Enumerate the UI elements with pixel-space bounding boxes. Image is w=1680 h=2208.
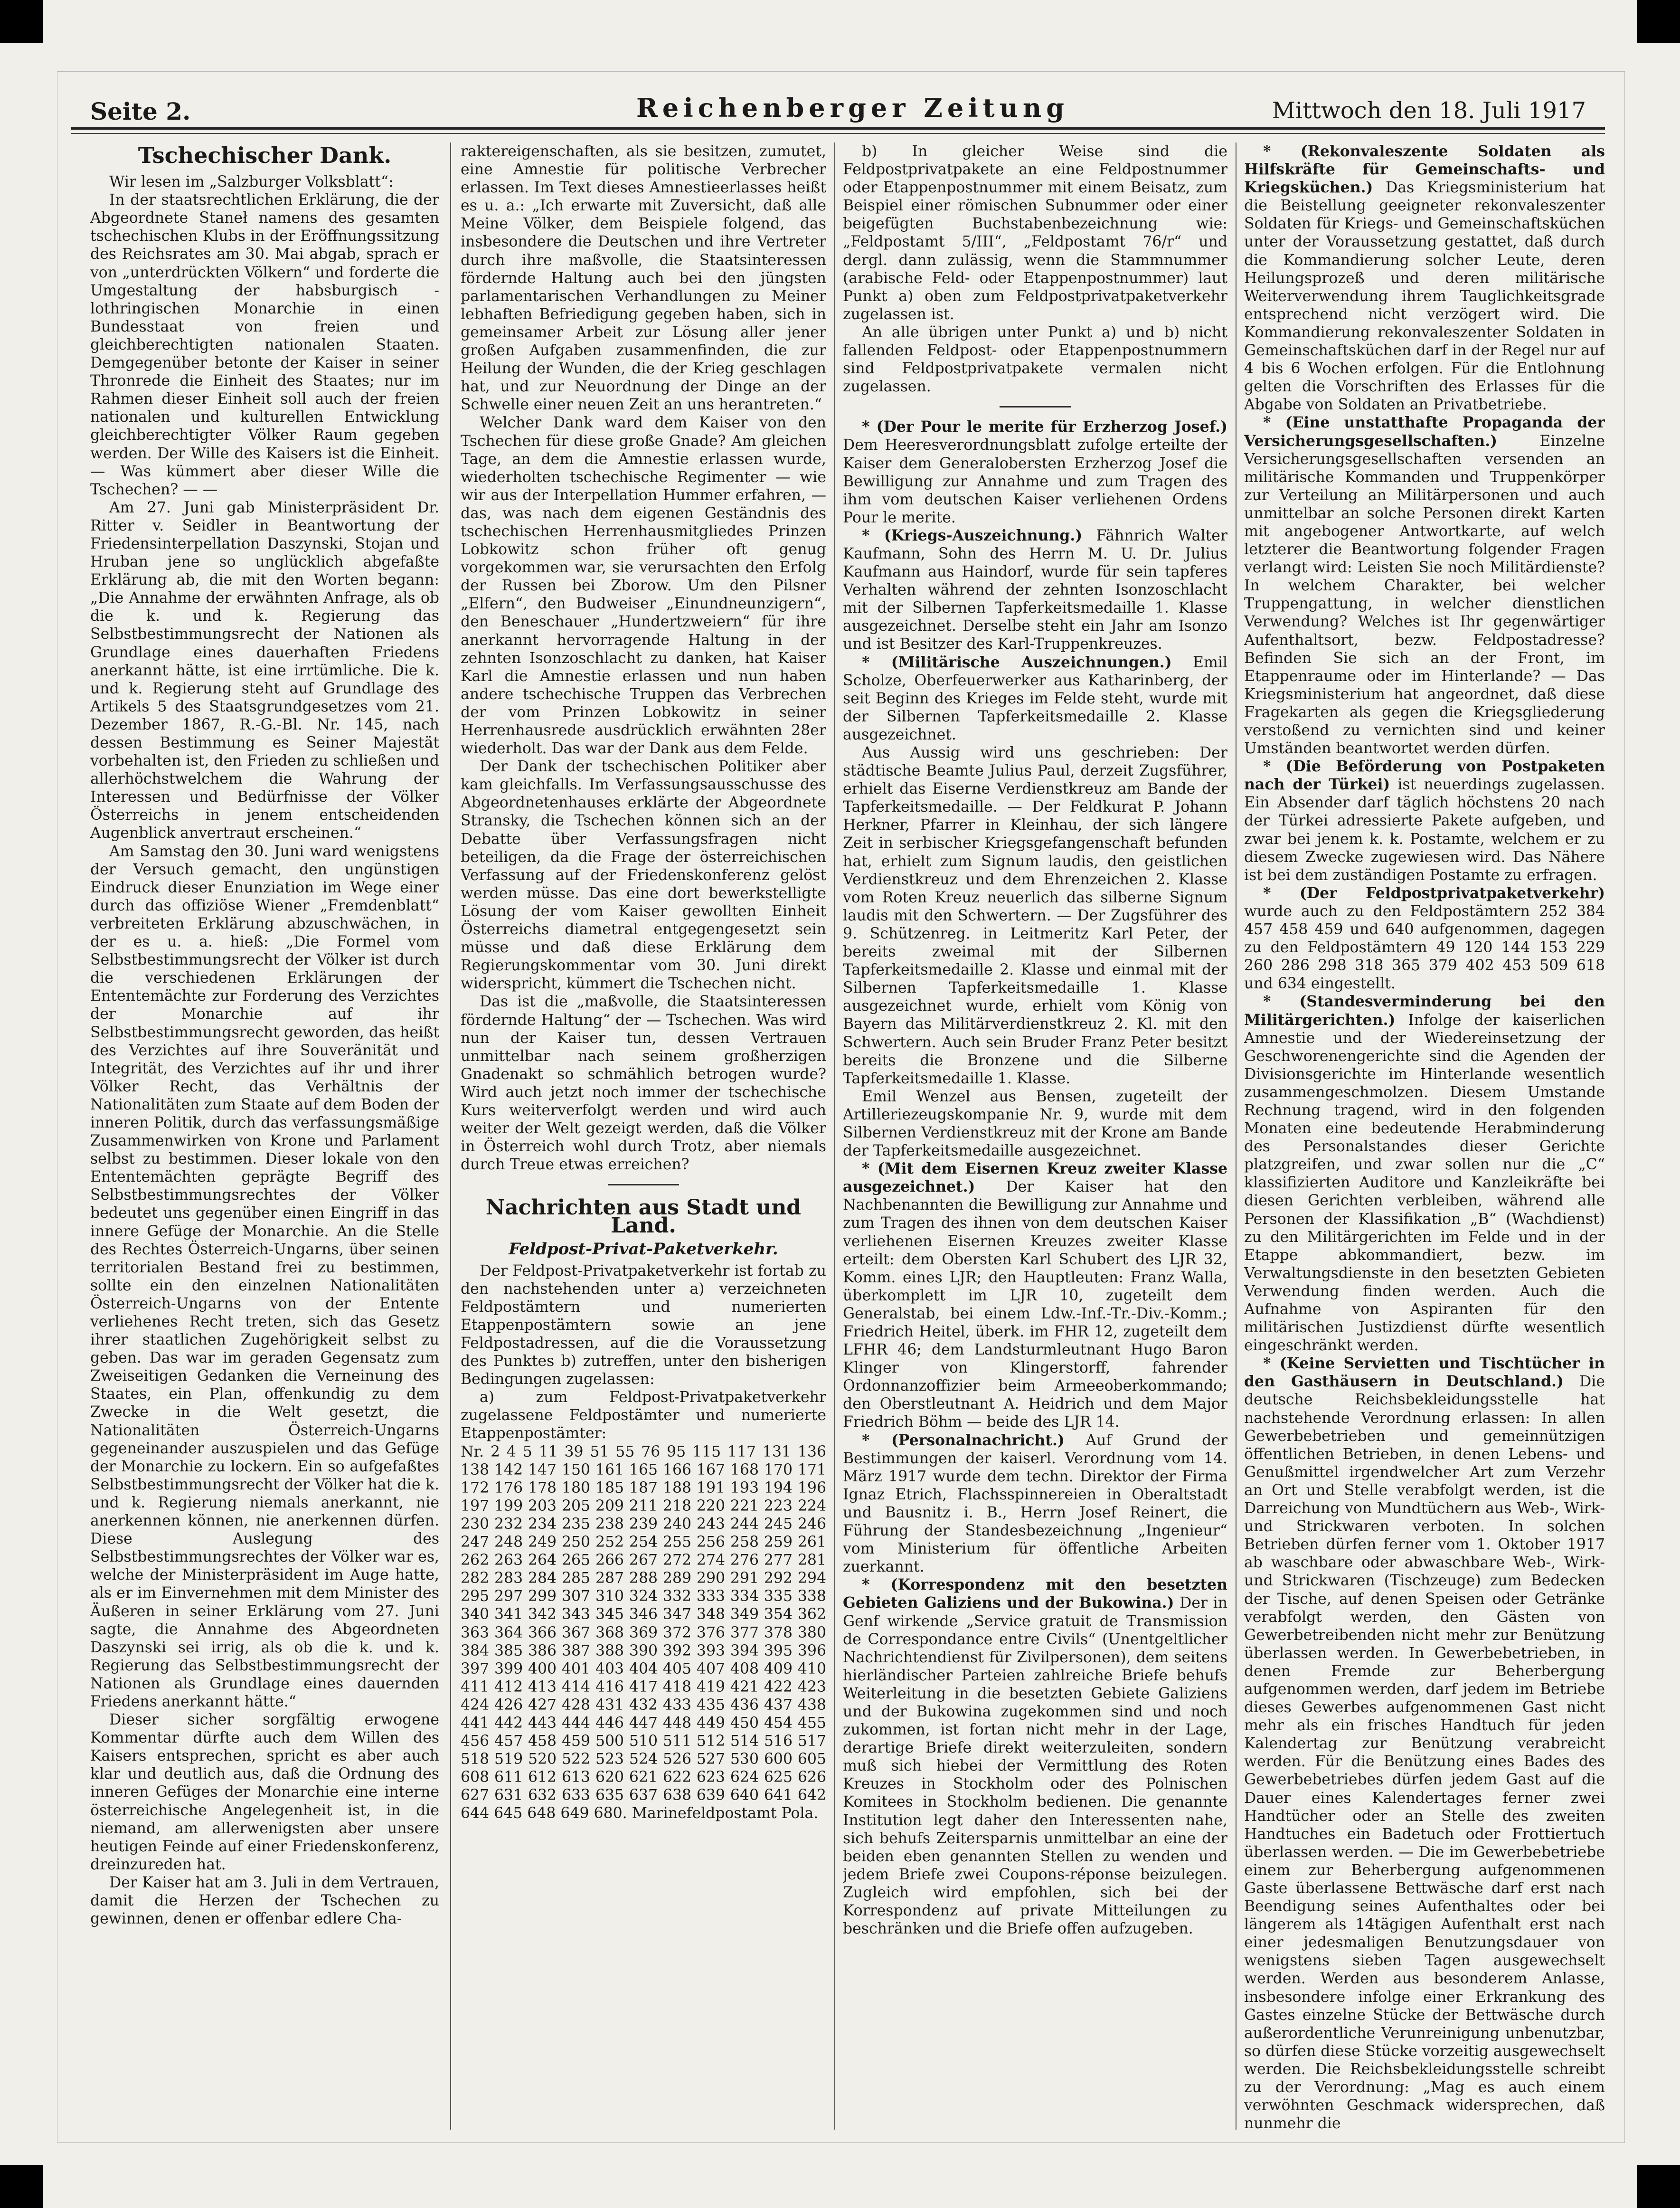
paragraph: Der Dank der tschechischen Politiker aber kam gleichfalls. Im Verfassungsausschusse des Abgeordnetenhauses erklärte der Abgeordnete Stransky, die Tschechen können sich an der Debatte über Verfassungsfragen nicht beteiligen, da die Frage der österreichischen Verfassung auf der Friedenskonferenz gelöst werden müsse. Das eine dort bewerkstelligte Lösung der vom Kaiser gewollten Einheit Österreichs diametral entgegengesetzt sein müsse und daß diese Erklärung dem Regierungskommentar vom 30. Juni direkt widerspricht, kümmert die Tschechen nicht. bbox=[461, 758, 826, 993]
paragraph: Welcher Dank ward dem Kaiser von den Tschechen für diese große Gnade? Am gleichen Tage, an dem die Amnestie erlassen wurde, wiederholten tschechische Regimenter — wie wir aus der Interpellation Hummer erfahren, — das, was nach dem eigenen Geständnis des tschechischen Herrenhausmitgliedes Prinzen Lobkowitz schon früher oft genug vorgekommen war, sie verursachten den Erfolg der Russen bei Zborow. Um den Pilsner „Elfern“, den Budweiser „Einundneunzigern“, den Beneschauer „Hundertzweiern“ für ihre anerkannt hervorragende Haltung in der zehnten Isonzoschlacht zu danken, hat Kaiser Karl die Amnestie erlassen und nun haben andere tschechische Truppen das Verbrechen der vom Prinzen Lobkowitz in seiner Herrenhausrede ausdrücklich erwähnten 28er wiederholt. Das war der Dank aus dem Felde. bbox=[461, 414, 826, 758]
paragraph: Am Samstag den 30. Juni ward wenigstens der Versuch gemacht, den ungünstigen Eindruck dieser Enunziation im Wege einer durch das offiziöse Wiener „Fremdenblatt“ verbreiteten Erklärung abzuschwächen, in der es u. a. hieß: „Die Formel vom Selbstbestimmungsrecht der Völker ist durch die verschiedenen Erklärungen der Ententemächte zur Forderung des Verzichtes der Monarchie auf ihr Selbstbestimmungsrecht geworden, das heißt des Verzichtes auf ihre Souveränität und Integrität, des Verzichtes auf ihr und ihrer Völker Recht, das Verhältnis der Nationalitäten zum Staate auf dem Boden der inneren Politik, durch das verfassungsmäßige Zusammenwirken von Krone und Parlament selbst zu bestimmen. Dieser lokale von den Ententemächten geprägte Begriff des Selbstbestimmungsrechtes der Völker bedeutet uns gegenüber einen Eingriff in das innere Gefüge der Monarchie. An die Stelle des Rechtes Österreich-Ungarns, über seinen territorialen Bestand frei zu bestimmen, sollte ein den einzelnen Nationalitäten Österreich-Ungarns von der Entente verliehenes Recht treten, sich das Gesetz ihrer staatlichen Zugehörigkeit selbst zu geben. Das war im geraden Gegensatz zum Zweiseitigen Gedanken die Verneinung des Staates, ein Plan, offenkundig zu dem Zwecke in die Welt gesetzt, die Nationalitäten Österreich-Ungarns gegeneinander auszuspielen und das Gefüge der Monarchie zu lockern. Ein so aufgefaßtes Selbstbestimmungsrecht der Völker hat die k. und k. Regierung niemals anerkannt, nie anerkennen können, nie anerkennen dürfen. Diese Auslegung des Selbstbestimmungsrechtes der Völker war es, welche der Ministerpräsident im Auge hatte, als er im Einvernehmen mit dem Minister des Äußeren in seiner Erklärung vom 27. Juni sagte, die Annahme des Abgeordneten Daszynski sei irrig, als ob die k. und k. Regierung das Selbstbestimmungsrecht der Nationen als Grundlage eines dauernden Friedens anerkannt hätte.“ bbox=[90, 843, 439, 1710]
news-item-heading: * (Standesverminderung bei den Militärgerichten.) bbox=[1244, 993, 1605, 1029]
news-item-heading: * (Keine Servietten und Tischtücher in den Gasthäusern in Deutschland.) bbox=[1244, 1355, 1605, 1391]
news-item-heading: * (Mit dem Eisernen Kreuz zweiter Klasse ausgezeichnet.) bbox=[843, 1160, 1227, 1196]
news-item bbox=[1244, 414, 1605, 758]
news-item-heading: * (Eine unstatthafte Propaganda der Versicherungsgesellschaften.) bbox=[1244, 414, 1605, 450]
news-item-text: ist neuerdings zugelassen. Ein Absender darf täglich höchstens 20 nach der Türkei adressierte Pakete aufgeben, und zwar bei jenem k. k. Postamte, welchem er zu diesem Zwecke zugewiesen wird. Das Nähere ist bei dem zuständigen Postamte zu erfragen. bbox=[1244, 776, 1605, 884]
column-3 bbox=[843, 142, 1227, 2132]
news-item bbox=[1244, 884, 1605, 993]
paragraph: raktereigenschaften, als sie besitzen, zumutet, eine Amnestie für politische Verbrecher erlassen. Im Text dieses Amnestieerlasses heißt es u. a.: „Ich erwarte mit Zuversicht, daß alle Meine Völker, dem Beispiele folgend, das insbesondere die Deutschen und ihre Vertreter durch ihre maßvolle, die Staatsinteressen fördernde Haltung auch bei den jüngsten parlamentarischen Verhandlungen zu Meiner lebhaften Befriedigung gegeben haben, sich in gemeinsamer Arbeit zur Lösung aller jener großen Aufgaben zusammenfinden, die zur Heilung der Wunden, die der Krieg geschlagen hat, und zur Neuordnung der Dinge an der Schwelle einer neuen Zeit an uns herantreten.“ bbox=[461, 143, 826, 414]
news-item bbox=[843, 1576, 1227, 1938]
news-item bbox=[1244, 758, 1605, 884]
scan-corner-mark bbox=[1637, 0, 1680, 43]
paragraph: An alle übrigen unter Punkt a) und b) nicht fallenden Feldpost- oder Etappenpostnummern sind Feldpostprivatpakete vermalen nicht zugelassen. bbox=[843, 323, 1227, 396]
masthead-rule-thin bbox=[71, 133, 1605, 134]
article-heading: Tschechischer Dank. bbox=[138, 142, 392, 168]
news-item-text: Das Kriegsministerium hat die Beistellung geeigneter rekonvaleszenter Soldaten für Kriegs- und Gemeinschaftsküchen unter der Voraussetzung gestattet, daß durch die Kommandierung solcher Leute, deren Heilungsprozeß und deren militärische Weiterverwendung ihrem Tauglichkeitsgrade entsprechend nicht verzögert wird. Die Kommandierung rekonvaleszenter Soldaten in Gemeinschaftsküchen darf in der Regel nur auf 4 bis 6 Wochen erfolgen. Für die Entlohnung gelten die Vorschriften des Erlasses für die Abgabe von Soldaten an Privatbetriebe. bbox=[1244, 179, 1605, 414]
section-separator bbox=[1000, 406, 1071, 407]
news-item-text: Dem Heeresverordnungsblatt zufolge erteilte der Kaiser dem Generalobersten Erzherzog Josef die Bewilligung zur Annahme und zum Tragen des ihm vom deutschen Kaiser verliehenen Ordens Pour le merite. bbox=[843, 436, 1227, 526]
paragraph: Am 27. Juni gab Ministerpräsident Dr. Ritter v. Seidler in Beantwortung der Friedensinterpellation Daszynski, Stojan und Hruban jene so unglücklich abgefaßte Erklärung ab, die mit den Worten begann: „Die Annahme der erwähnten Anfrage, als ob die k. und k. Regierung das Selbstbestimmungsrecht der Nationen als Grundlage eines dauerhaften Friedens anerkannt hätte, ist eine irrtümliche. Die k. und k. Regierung steht auf Grundlage des Artikels 5 des Staatsgrundgesetzes vom 21. Dezember 1867, R.-G.-Bl. Nr. 145, nach dessen Bestimmung es Seiner Majestät vorbehalten ist, den Frieden zu schließen und allerhöchstwelchem die Wahrung der Interessen und Bedürfnisse der Völker Österreichs in jenem entscheidenden Augenblick anvertraut erscheinen.“ bbox=[90, 499, 439, 842]
paragraph: Aus Aussig wird uns geschrieben: Der städtische Beamte Julius Paul, derzeit Zugsführer, erhielt das Eiserne Verdienstkreuz am Bande der Tapferkeitsmedaille. — Der Feldkurat P. Johann Herkner, Pfarrer in Kleinhau, der sich längere Zeit in serbischer Kriegsgefangenschaft befunden hat, erhielt zum Signum laudis, den geistlichen Verdienstkreuz und dem Ehrenzeichen 2. Klasse vom Roten Kreuz neuerlich das silberne Signum laudis mit den Schwertern. — Der Zugsführer des 9. Schützenreg. in Leitmeritz Karl Peter, der bereits zweimal mit der Silbernen Tapferkeitsmedaille 2. Klasse und einmal mit der Silbernen Tapferkeitsmedaille 1. Klasse ausgezeichnet wurde, erhielt vom König von Bayern das Militärverdienstkreuz 2. Kl. mit den Schwertern. Auch sein Bruder Franz Peter besitzt bereits die Bronzene und die Silberne Tapferkeitsmedaille 1. Klasse. bbox=[843, 744, 1227, 1087]
news-item-text: Auf Grund der Bestimmungen der kaiserl. Verordnung vom 14. März 1917 wurde dem techn. Direktor der Firma Ignaz Etrich, Flachsspinnereien in Oberaltstadt und Bausnitz i. B., Herrn Josef Reinert, die Führung der Standesbezeichnung „Ingenieur“ vom Ministerium für öffentliche Arbeiten zuerkannt. bbox=[843, 1431, 1227, 1576]
news-item-heading: * (Korrespondenz mit den besetzten Gebieten Galiziens und der Bukowina.) bbox=[843, 1576, 1227, 1612]
column-1 bbox=[90, 142, 439, 2132]
paragraph: Der Kaiser hat am 3. Juli in dem Vertrauen, damit die Herzen der Tschechen zu gewinnen, denen er offenbar edlere Cha- bbox=[90, 1874, 439, 1928]
paragraph: a) zum Feldpost-Privatpaketverkehr zugelassene Feldpostämter und numerierte Etappenpostämter: bbox=[461, 1389, 826, 1442]
paragraph: b) In gleicher Weise sind die Feldpostprivatpakete an eine Feldpostnummer oder Etappenpostnummer mit einem Beisatz, zum Beispiel einer römischen Subnummer oder einer beigefügten Buchstabenbezeichnung wie: „Feldpostamt 5/III“, „Feldpostamt 76/r“ und dergl. dann zulässig, wenn die Stammnummer (arabische Feld- oder Etappenpostnummer) laut Punkt a) oben zum Feldpostprivatpaketverkehr zugelassen ist. bbox=[843, 143, 1227, 323]
news-item-heading: * (Kriegs-Auszeichnung.) bbox=[862, 526, 1083, 544]
news-item-text: Einzelne Versicherungsgesellschaften versenden an militärische Kommanden und Truppenkörper zur Verteilung an Militärpersonen und auch unmittelbar an solche Personen direkt Karten mit angebogener Antwortkarte, auf welch letzterer die Beantwortung folgender Fragen verlangt wird: Leisten Sie noch Militärdienste? In welchem Charakter, bei welcher Truppengattung, in welcher dienstlichen Verwendung? Welches ist Ihr gegenwärtiger Aufenthaltsort, bezw. Feldpostadresse? Befinden Sie sich an der Front, im Etappenraume oder im Hinterlande? — Das Kriegsministerium hat angeordnet, daß diese Fragekarten als gegen die Kriegsgliederung verstoßend zu vernichten sind und keiner Umständen beantwortet werden dürfen. bbox=[1244, 432, 1605, 758]
news-item-heading: * (Der Pour le merite für Erzherzog Josef.) bbox=[862, 418, 1227, 436]
news-item bbox=[1244, 142, 1605, 414]
column-4 bbox=[1244, 142, 1605, 2132]
issue-date: Mittwoch den 18. Juli 1917 bbox=[1272, 97, 1586, 124]
postal-number-list: Nr. 2 4 5 11 39 51 55 76 95 115 117 131 136 138 142 147 150 161 165 166 167 168 170 171 172 176 178 180 185 187 188 191 193 194 196 197 199 203 205 209 211 218 220 221 223 224 230 232 234 235 238 239 240 243 244 245 246 247 248 249 250 252 254 255 256 258 259 261 262 263 264 265 266 267 272 274 276 277 281 282 283 284 285 287 288 289 290 291 292 294 295 297 299 307 310 324 332 333 334 335 338 340 341 342 343 345 346 347 348 349 354 362 363 364 366 367 368 369 372 376 377 378 380 384 385 386 387 388 390 392 393 394 395 396 397 399 400 401 403 404 405 407 408 409 410 411 412 413 414 416 417 418 419 421 422 423 424 426 427 428 431 432 433 435 436 437 438 441 442 443 444 446 447 448 449 450 454 455 456 457 458 459 500 510 511 512 514 516 517 518 519 520 522 523 524 526 527 530 600 605 608 611 612 613 620 621 622 623 624 625 626 627 631 632 633 635 637 638 639 640 641 642 644 645 648 649 680. Marinefeldpostamt Pola. bbox=[461, 1443, 826, 1822]
news-item-text: Die deutsche Reichsbekleidungsstelle hat nachstehende Verordnung erlassen: In allen Gewerbebetrieben und gemeinnützigen öffentlichen Betrieben, in denen Lebens- und Genußmittel irgendwelcher Art zum Verzehr an Ort und Stelle verabfolgt werden, ist die Darreichung von Mundtüchern aus Web-, Wirk- und Strickwaren verboten. In solchen Betrieben dürfen ferner vom 1. Oktober 1917 ab waschbare oder abwaschbare Web-, Wirk- und Strickwaren (Tischzeuge) zum Bedecken der Tische, auf denen Speisen oder Getränke verabfolgt werden, den Gästen von Gewerbetreibenden nicht mehr zur Benützung überlassen werden. In Gewerbebetrieben, in denen Fremde zur Beherbergung aufgenommen werden, darf jedem im Betriebe dieses Gewerbes aufgenommenen Gast nicht mehr als ein frisches Handtuch für jeden Kalendertag zur Benützung verabreicht werden. Für die Benützung eines Bades des Gewerbebetriebes dürfen jedem Gast auf die Dauer eines Kalendertages ferner zwei Handtücher oder an Stelle des zweiten Handtuches ein Badetuch oder Frottiertuch überlassen werden. — Die im Gewerbebetriebe einem zur Beherbergung aufgenommenen Gaste überlassene Bettwäsche darf erst nach Beendigung seines Aufenthaltes oder bei längerem als 14tägigen Aufenthalt erst nach einer jedesmaligen Benutzungsdauer von wenigstens sieben Tagen ausgewechselt werden. Werden aus besonderem Anlasse, insbesondere infolge einer Erkrankung des Gastes einzelne Stücke der Bettwäsche durch außerordentliche Verunreinigung unbenutzbar, so dürfen diese Stücke vorzeitig ausgewechselt werden. Die Reichsbekleidungsstelle schreibt zu der Verordnung: „Mag es auch einem verwöhnten Geschmack widersprechen, daß nunmehr die bbox=[1244, 1373, 1605, 2132]
news-item bbox=[843, 1431, 1227, 1576]
news-item-text: Infolge der kaiserlichen Amnestie und der Wiedereinsetzung der Geschworenengerichte sind die Agenden der Divisionsgerichte im Hinterlande wesentlich zusammengeschmolzen. Diesem Umstande Rechnung tragend, wird in den folgenden Monaten eine bedeutende Herabminderung des Personalstandes dieser Gerichte platzgreifen, und zwar sollen nur die „C“ klassifizierten Auditore und Kanzleikräfte bei diesen Gerichten verbleiben, während alle Personen der Klassifikation „B“ (Wachdienst) zu den Militärgerichten im Felde und in der Etappe abkommandiert, bezw. im Verwaltungsdienste in den besetzten Gebieten Verwendung finden werden. Auch die Aufnahme von Aspiranten für den militärischen Justizdienst dürfte wesentlich eingeschränkt werden. bbox=[1244, 1011, 1605, 1355]
news-item-heading: * (Rekonvaleszente Soldaten als Hilfskräfte für Gemeinschafts- und Kriegsküchen.) bbox=[1244, 142, 1605, 197]
news-item bbox=[843, 418, 1227, 527]
news-item bbox=[843, 654, 1227, 744]
news-item bbox=[843, 1160, 1227, 1431]
scan-corner-mark bbox=[0, 2165, 43, 2208]
paragraph: Das ist die „maßvolle, die Staatsinteressen fördernde Haltung“ der — Tschechen. Was wird nun der Kaiser tun, dessen Vertrauen unmittelbar nach seinem großherzigen Gnadenakt so schmählich betrogen wurde? Wird auch jetzt noch immer der tschechische Kurs weiterverfolgt werden und wird auch weiter der Welt gezeigt werden, daß die Völker in Österreich wohl durch Trotz, aber niemals durch Treue etwas erreichen? bbox=[461, 993, 826, 1174]
column-divider bbox=[834, 142, 835, 2130]
news-item-heading: * (Militärische Auszeichnungen.) bbox=[862, 653, 1172, 671]
news-item-text: Der in Genf wirkende „Service gratuit de Transmission de Correspondance entre Civils“ (Unentgeltlicher Nachrichtendienst für Zivilpersonen), dem seitens hierländischer Parteien zahlreiche Briefe behufs Weiterleitung in die besetzten Gebiete Galiziens und der Bukowina zugekommen sind und noch zukommen, ist fortan nicht mehr in der Lage, derartige Briefe direkt weiterzuleiten, sondern muß sich hiebei der Vermittlung des Roten Kreuzes in Stockholm oder des Polnischen Komitees in Stockholm bedienen. Die genannte Institution legt daher den Interessenten nahe, sich behufs Zeitersparnis unmittelbar an eine der beiden eben genannten Stellen zu wenden und jedem Briefe zwei Coupons-réponse beizulegen. Zugleich wird empfohlen, sich bei der Korrespondenz auf private Mitteilungen zu beschränken und die Briefe offen aufzugeben. bbox=[843, 1594, 1227, 1938]
paragraph: Der Feldpost-Privatpaketverkehr ist fortab zu den nachstehenden unter a) verzeichneten Feldpostämtern und numerierten Etappenpostämtern sowie an jene Feldpostadressen, auf die die Voraussetzung des Punktes b) zutreffen, unter den bisherigen Bedingungen zugelassen: bbox=[461, 1262, 826, 1388]
paragraph: Dieser sicher sorgfältig erwogene Kommentar dürfte auch dem Willen des Kaisers entsprechen, spricht es aber auch klar und deutlich aus, daß die Ordnung des inneren Gefüges der Monarchie eine interne österreichische Angelegenheit ist, in die niemand, am allerwenigsten aber unsere heutigen Feinde auf einer Friedenskonferenz, dreinzureden hat. bbox=[90, 1711, 439, 1873]
news-item-text: Fähnrich Walter Kaufmann, Sohn des Herrn M. U. Dr. Julius Kaufmann aus Haindorf, wurde für sein tapferes Verhalten während der zehnten Isonzoschlacht mit der Silbernen Tapferkeitsmedaille 1. Klasse ausgezeichnet. Derselbe steht ein Jahr am Isonzo und ist Besitzer des Karl-Truppenkreuzes. bbox=[843, 527, 1227, 653]
paragraph: In der staatsrechtlichen Erklärung, die der Abgeordnete Staneł namens des gesamten tschechischen Klubs in der Eröffnungssitzung des Reichsrates am 30. Mai abgab, sprach er von „unterdrückten Völkern“ und forderte die Umgestaltung der habsburgisch - lothringischen Monarchie in einen Bundesstaat von freien und gleichberechtigten nationalen Staaten. Demgegenüber betonte der Kaiser in seiner Thronrede die Einheit des Staates; nur im Rahmen dieser Einheit soll auch der freien nationalen und kulturellen Entwicklung gleichberechtigter Völker Raum gegeben werden. Der Wille des Kaisers ist die Einheit. — Was kümmert aber dieser Wille die Tschechen? — — bbox=[90, 191, 439, 498]
news-item-heading: * (Der Feldpostprivatpaketverkehr) bbox=[1263, 884, 1605, 902]
news-item bbox=[843, 527, 1227, 654]
scan-corner-mark bbox=[0, 0, 43, 43]
news-item-text: wurde auch zu den Feldpostämtern 252 384 457 458 459 und 640 aufgenommen, dagegen zu den Feldpostämtern 49 120 144 153 229 260 286 298 318 365 379 402 453 509 618 und 634 eingestellt. bbox=[1244, 902, 1605, 993]
paragraph: Wir lesen im „Salzburger Volksblatt“: bbox=[109, 173, 394, 191]
masthead bbox=[90, 93, 1586, 131]
page-number: Seite 2. bbox=[90, 97, 191, 125]
news-item bbox=[1244, 993, 1605, 1355]
newspaper-title: Reichenberger Zeitung bbox=[636, 93, 1069, 123]
news-item-text: Der Kaiser hat den Nachbenannten die Bewilligung zur Annahme und zum Tragen des ihnen von dem deutschen Kaiser verliehenen Eisernen Kreuzes zweiter Klasse erteilt: dem Obersten Karl Schubert des LJR 32, Komm. eines LJR; den Hauptleuten: Franz Walla, überkomplett im LJR 10, zugeteilt dem Generalstab, bei einem Ldw.-Inf.-Tr.-Div.-Komm.; Friedrich Heitel, überk. im FHR 12, zugeteilt dem LFHR 46; dem Landsturmleutnant Hugo Baron Klinger von Klingerstorff, fahrender Ordonnanzoffizier beim Armeeoberkommando; den Oberstleutnant A. Heidrich und dem Major Friedrich Böhm — beide des LJR 14. bbox=[843, 1178, 1227, 1431]
column-divider bbox=[450, 142, 451, 2130]
section-separator bbox=[608, 1184, 679, 1185]
sub-heading: Feldpost-Privat-Paketverkehr. bbox=[509, 1239, 778, 1259]
news-item bbox=[1244, 1355, 1605, 2132]
masthead-rule bbox=[71, 127, 1605, 130]
section-heading: Nachrichten aus Stadt und Land. bbox=[485, 1195, 802, 1238]
news-item-text: Emil Scholze, Oberfeuerwerker aus Katharinberg, der seit Beginn des Krieges im Felde steht, wurde mit der Silbernen Tapferkeitsmedaille 2. Klasse ausgezeichnet. bbox=[843, 654, 1227, 743]
column-2 bbox=[461, 142, 826, 2132]
scan-corner-mark bbox=[1637, 2165, 1680, 2208]
news-item-heading: * (Personalnachricht.) bbox=[862, 1431, 1065, 1449]
paragraph: Emil Wenzel aus Bensen, zugeteilt der Artilleriezeugskompanie Nr. 9, wurde mit dem Silbernen Verdienstkreuz mit der Krone am Bande der Tapferkeitsmedaille ausgezeichnet. bbox=[843, 1088, 1227, 1160]
news-item-heading: * (Die Beförderung von Postpaketen nach der Türkei) bbox=[1244, 758, 1605, 794]
